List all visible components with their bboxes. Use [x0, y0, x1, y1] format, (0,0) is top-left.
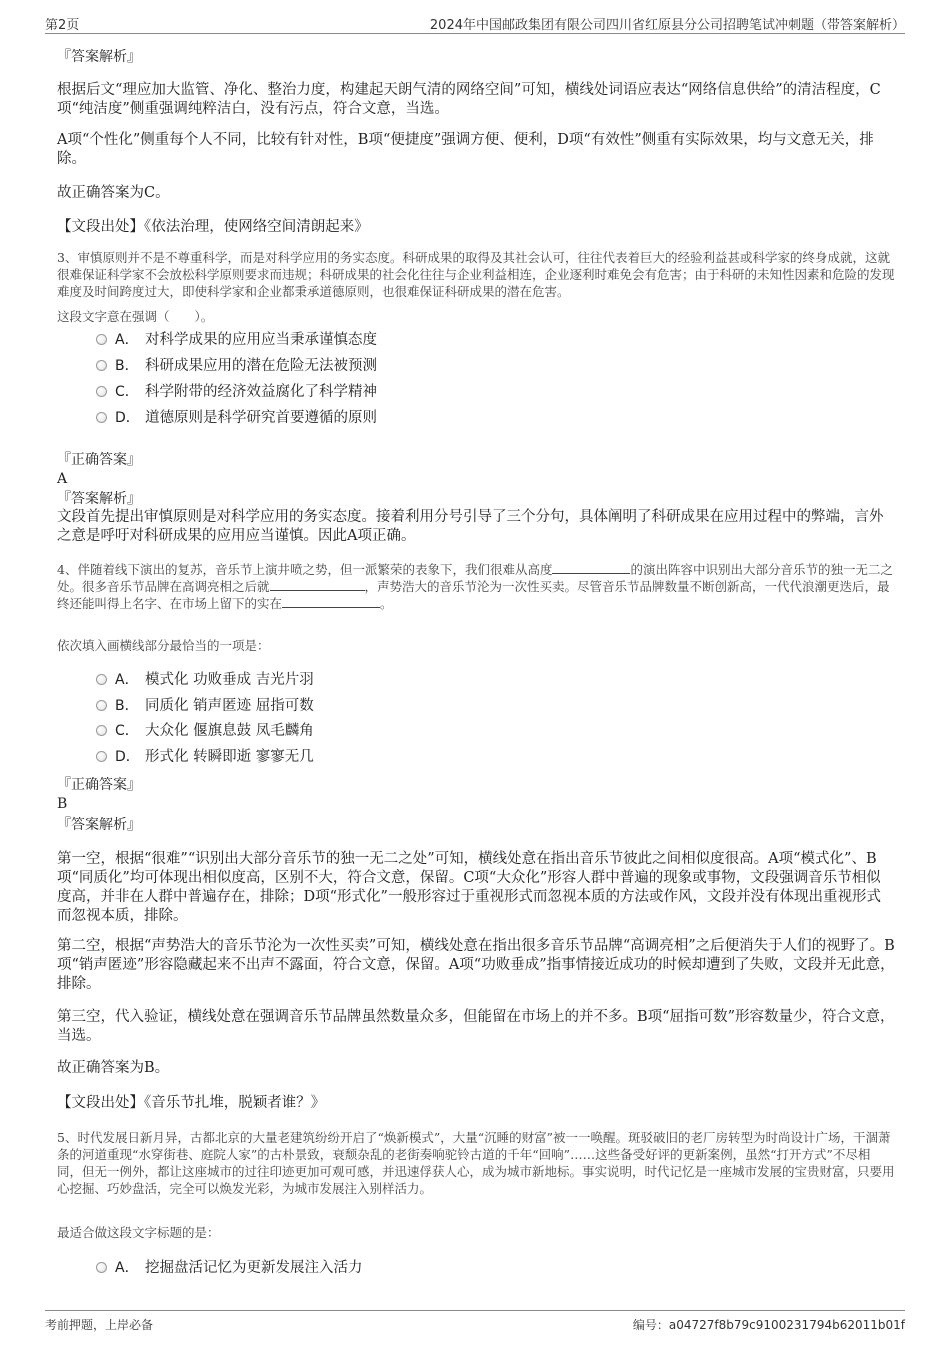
- q4-conclusion: 故正确答案为B。: [57, 1060, 170, 1076]
- blank-3: [282, 596, 380, 608]
- q4-answer: B: [57, 796, 68, 812]
- q4-analysis-p3: 第三空，代入验证，横线处意在强调音乐节品牌虽然数量众多，但能留在市场上的并不多。B项“屈指可数”形容数量少，符合文意，当选。: [57, 1009, 895, 1044]
- blank-2: [270, 579, 365, 591]
- radio-icon[interactable]: [96, 334, 107, 345]
- q5-stem: 5、时代发展日新月异，古都北京的大量老建筑纷纷开启了“焕新模式”，大量“沉睡的财富”被一一唤醒。斑驳破旧的老厂房转型为时尚设计广场，干涸萧条的河道重现“水穿街巷、庭院人家”的古朴景致，衰颓杂乱的老街奏响驼铃古道的千年“回响”……这些备受好评的更新案例，虽然“打开方式”不尽相同，但无一例外，都让这座城市的过往印迹更加可观可感，并迅速俘获人心，成为城市新地标。事实说明，时代记忆是一座城市发展的宝贵财富，只要用心挖掘、巧妙盘活，完全可以焕发光彩，为城市发展注入别样活力。: [57, 1130, 895, 1196]
- q2-source: 【文段出处】《依法治理，使网络空间清朗起来》: [57, 219, 369, 235]
- q4-analysis-label: 『答案解析』: [57, 817, 141, 833]
- radio-icon[interactable]: [96, 674, 107, 685]
- q4-option-b[interactable]: B． 同质化 销声匿迹 屈指可数: [96, 696, 314, 716]
- q3-option-a[interactable]: A． 对科学成果的应用应当秉承谨慎态度: [96, 330, 377, 350]
- q4-analysis-p2: 第二空，根据“声势浩大的音乐节沦为一次性买卖”可知，横线处意在指出很多音乐节品牌“高调亮相”之后便消失于人们的视野了。B项“销声匿迹”形容隐藏起来不出声不露面，符合文意，保留。A项“功败垂成”指事情接近成功的时候却遭到了失败，文段并无此意，排除。: [57, 938, 895, 992]
- q5-option-a[interactable]: A． 挖掘盘活记忆为更新发展注入活力: [96, 1258, 363, 1278]
- page-number: 第2页: [45, 18, 80, 33]
- q2-analysis-p1: 根据后文“理应加大监管、净化、整治力度，构建起天朗气清的网络空间”可知，横线处词语应表达“网络信息供给”的清洁程度，C项“纯洁度”侧重强调纯粹洁白，没有污点，符合文意，当选。: [57, 82, 881, 117]
- q4-option-c[interactable]: C． 大众化 偃旗息鼓 凤毛麟角: [96, 721, 314, 741]
- page-header: [45, 12, 905, 34]
- q3-option-b[interactable]: B． 科研成果应用的潜在危险无法被预测: [96, 356, 377, 376]
- q3-answer: A: [57, 471, 68, 487]
- footer-slogan: 考前押题，上岸必备: [45, 1318, 154, 1332]
- radio-icon[interactable]: [96, 700, 107, 711]
- q3-analysis-label: 『答案解析』: [57, 491, 141, 507]
- document-id: 编号：a04727f8b79c9100231794b62011b01f: [632, 1318, 905, 1332]
- q3-option-c[interactable]: C． 科学附带的经济效益腐化了科学精神: [96, 382, 377, 402]
- q3-question: 这段文字意在强调（ ）。: [57, 309, 214, 324]
- page-footer: [45, 1310, 905, 1334]
- q4-option-d[interactable]: D． 形式化 转瞬即逝 寥寥无几: [96, 747, 314, 767]
- q3-correct-label: 『正确答案』: [57, 452, 141, 468]
- q2-analysis-p2: A项“个性化”侧重每个人不同，比较有针对性，B项“便捷度”强调方便、便利，D项“有效性”侧重有实际效果，均与文意无关，排除。: [57, 132, 874, 167]
- q3-analysis: 文段首先提出审慎原则是对科学应用的务实态度。接着利用分号引导了三个分句，具体阐明了科研成果在应用过程中的弊端，言外之意是呼吁对科研成果的应用应当谨慎。因此A项正确。: [57, 509, 884, 544]
- q4-analysis-p1: 第一空，根据“很难”“识别出大部分音乐节的独一无二之处”可知，横线处意在指出音乐节彼此之间相似度很高。A项“模式化”、B项“同质化”均可体现出相似度高，区别不大，符合文意，保留。C项“大众化”形容人群中普遍的现象或事物，文段强调音乐节相似度高，并非在人群中普遍存在，排除；D项“形式化”一般形容过于重视形式而忽视本质的方法或作风，文段并没有体现出重视形式而忽视本质，排除。: [57, 851, 881, 924]
- radio-icon[interactable]: [96, 725, 107, 736]
- radio-icon[interactable]: [96, 360, 107, 371]
- q4-option-a[interactable]: A． 模式化 功败垂成 吉光片羽: [96, 670, 314, 690]
- blank-1: [552, 562, 630, 574]
- document-title: 2024年中国邮政集团有限公司四川省红原县分公司招聘笔试冲刺题（带答案解析）: [429, 18, 905, 33]
- q3-option-d[interactable]: D． 道德原则是科学研究首要遵循的原则: [96, 408, 377, 428]
- radio-icon[interactable]: [96, 412, 107, 423]
- radio-icon[interactable]: [96, 751, 107, 762]
- q3-stem: 3、审慎原则并不是不尊重科学，而是对科学应用的务实态度。科研成果的取得及其社会认可，往往代表着巨大的经验利益甚或科学家的终身成就，这就很难保证科学家不会放松科学原则要求而违规；科研成果的社会化往往与企业利益相连，企业逐利时难免会有危害；由于科研的未知性因素和危险的发现难度及时间跨度过大，即使科学家和企业都秉承道德原则，也很难保证科研成果的潜在危害。: [57, 250, 895, 299]
- radio-icon[interactable]: [96, 1262, 107, 1273]
- q5-question: 最适合做这段文字标题的是：: [57, 1225, 220, 1240]
- q4-correct-label: 『正确答案』: [57, 777, 141, 793]
- radio-icon[interactable]: [96, 386, 107, 397]
- q4-stem: 4、伴随着线下演出的复苏，音乐节上演井喷之势，但一派繁荣的表象下，我们很难从高度 的演出阵容中识别出大部分音乐节的独一无二之处。很多音乐节品牌在高调亮相之后就 ，声势浩大的音乐节沦为一次性买卖。尽管音乐节品牌数量不断创新高，一代代浪潮更迭后，最终还能叫得上名字、在市场上留下的实在 。: [57, 562, 893, 611]
- q4-source: 【文段出处】《音乐节扎堆，脱颖者谁？》: [57, 1095, 326, 1111]
- q2-analysis-label: 『答案解析』: [57, 49, 141, 65]
- q4-question: 依次填入画横线部分最恰当的一项是：: [57, 638, 270, 653]
- q2-conclusion: 故正确答案为C。: [57, 185, 170, 201]
